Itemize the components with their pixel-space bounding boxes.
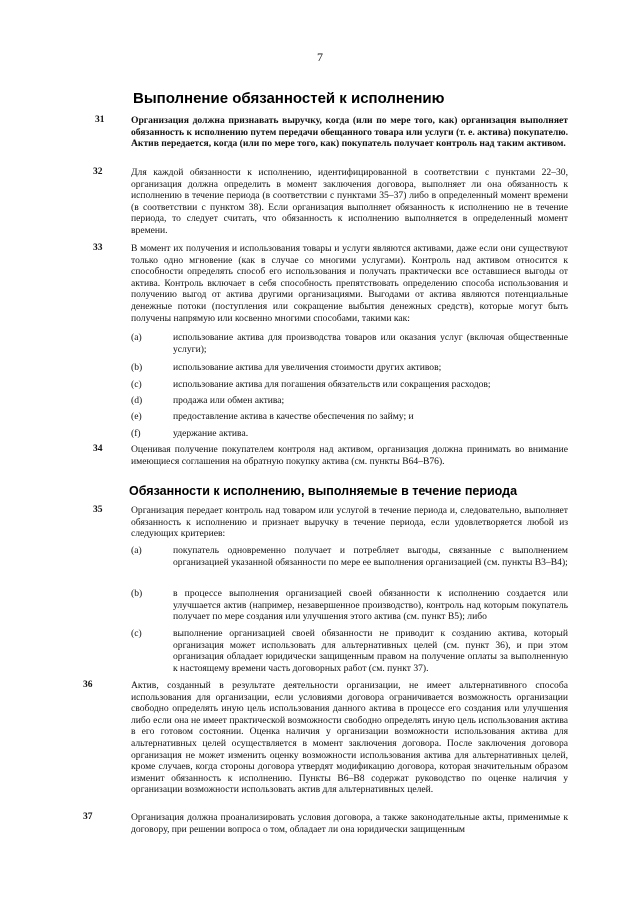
paragraph-number: 31 (95, 115, 105, 125)
list-item-text: продажа или обмен актива; (173, 395, 285, 406)
paragraph-text: В момент их получения и использования товары и услуги являются активами, даже если они существуют только одно мгновение (как в случае со многими услугами). Контроль над активом относится к способности определять способ его использования и получать практически все оставшиеся выгоды от актива. Контроль включает в себя способность препятствовать определению способа использования и получению выгод от актива другими организациями. Выгодами от актива являются потенциальные денежные потоки (поступления или сокращение выбытия денежных средств), которые могут быть получены напрямую или косвенно многими способами, такими как: (131, 243, 568, 324)
paragraph-text: Для каждой обязанности к исполнению, идентифицированной в соответствии с пунктами 22–30, организация должна определить в момент заключения договора, выполняет ли она обязанность к исполнению в течение периода (в соответствии с пунктами 35–37) либо в определенный момент времени (в соответствии с пунктом 38). Если организация выполняет обязанность к исполнению не в течение периода, то следует считать, что обязанность к исполнению выполняется в определенный момент времени. (131, 167, 568, 236)
list-item-letter: (a) (131, 332, 142, 343)
section-heading-performance-obligations: Выполнение обязанностей к исполнению (133, 90, 445, 107)
list-item-letter: (c) (131, 628, 142, 639)
list-item-text: использование актива для погашения обязательств или сокращения расходов; (173, 379, 491, 390)
paragraph-number: 37 (83, 812, 93, 822)
list-item-letter: (a) (131, 545, 142, 556)
list-item-text: выполнение организацией своей обязанности не приводит к созданию актива, который организация может использовать для альтернативных целей (см. пункт 36), и при этом организация обладает юридически защищенным правом на получение оплаты за выполненную к настоящему времени часть договорных работ (см. пункт 37). (173, 628, 568, 674)
list-item-letter: (b) (131, 588, 143, 599)
paragraph-number: 33 (93, 243, 103, 253)
page-number: 7 (317, 50, 323, 64)
list-item-letter: (e) (131, 411, 142, 422)
paragraph-text: Организация должна проанализировать условия договора, а также законодательные акты, применимые к договору, при решении вопроса о том, обладает ли она юридически защищенным (131, 812, 568, 835)
list-item-letter: (b) (131, 362, 143, 373)
paragraph-number: 36 (83, 680, 93, 690)
section-heading-over-time: Обязанности к исполнению, выполняемые в течение периода (129, 484, 518, 498)
list-item-text: использование актива для производства товаров или оказания услуг (включая общественные услуги); (173, 332, 568, 355)
list-item-letter: (c) (131, 379, 142, 390)
list-item-letter: (d) (131, 395, 143, 406)
paragraph-number: 32 (93, 167, 103, 177)
paragraph-text: Организация передает контроль над товаром или услугой в течение периода и, следовательно, выполняет обязанность к исполнению и признает выручку в течение периода, если удовлетворяется любой из следующих критериев: (131, 505, 568, 540)
paragraph-number: 34 (93, 444, 103, 454)
paragraph-text: Оценивая получение покупателем контроля над активом, организация должна принимать во внимание имеющиеся соглашения на обратную покупку актива (см. пункты B64–B76). (131, 444, 568, 467)
paragraph-number: 35 (93, 505, 103, 515)
paragraph-text: Актив, созданный в результате деятельности организации, не имеет альтернативного способа использования для организации, если условиями договора ограничивается возможность организации свободно определять иную цель использования данного актива в процессе его создания или улучшения либо если она не имеет практической возможности свободно определять иную цель использования актива в его готовом состоянии. Оценка наличия у организации возможности использования актива для альтернативных целей осуществляется в момент заключения договора. После заключения договора организация не может изменить оценку возможности использования актива для альтернативных целей, кроме случаев, когда стороны договора утвердят модификацию договора, которая значительным образом изменит обязанность к исполнению. Пункты B6–B8 содержат руководство по оценке наличия у организации возможности использовать актив для альтернативных целей. (131, 680, 568, 796)
paragraph-text: Организация должна признавать выручку, когда (или по мере того, как) организация выполняет обязанность к исполнению путем передачи обещанного товара или услуги (т. е. актива) покупателю. Актив передается, когда (или по мере того, как) покупатель получает контроль над таким активом. (131, 115, 568, 150)
list-item-text: в процессе выполнения организацией своей обязанности к исполнению создается или улучшается актив (например, незавершенное производство), контроль над которым покупатель получает по мере создания или улучшения этого актива (см. пункт B5); либо (173, 588, 568, 623)
list-item-text: предоставление актива в качестве обеспечения по займу; и (173, 411, 414, 422)
list-item-text: удержание актива. (173, 428, 249, 439)
list-item-letter: (f) (131, 428, 141, 439)
list-item-text: покупатель одновременно получает и потребляет выгоды, связанные с выполнением организацией указанной обязанности по мере ее выполнения организацией (см. пункты B3–B4); (173, 545, 568, 568)
list-item-text: использование актива для увеличения стоимости других активов; (173, 362, 442, 373)
